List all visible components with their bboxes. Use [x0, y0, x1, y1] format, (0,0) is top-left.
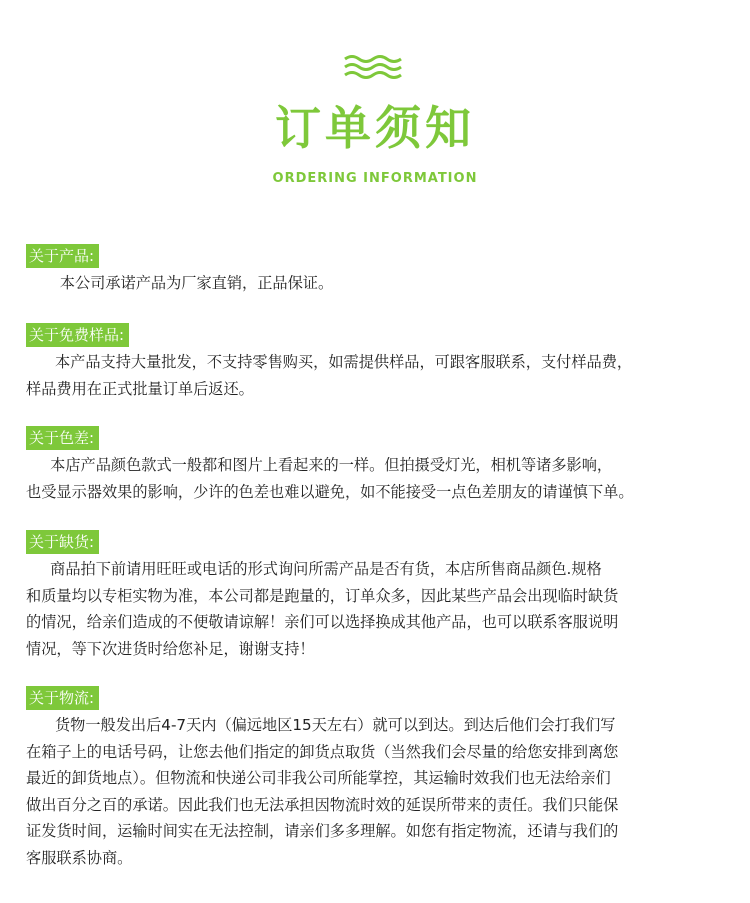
section-text: 货物一般发出后4-7天内（偏远地区15天左右）就可以到达。到达后他们会打我们写 在箱子上的电话号码，让您去他们指定的卸货点取货（当然我们会尽量的给您安排到离您 最近的卸货地点）。但物流和快递公司非我公司所能掌控，其运输时效我们也无法给亲们 做出百分之百的承诺。因此我们也无法承担因物流时效的延误所带来的责任。我们只能保 证发货时间，运输时间实在无法控制，请亲们多多理解。如您有指定物流，还请与我们的 客服联系协商。: [26, 716, 619, 867]
section-tag: 关于物流:: [26, 686, 99, 710]
section-tag: 关于色差:: [26, 426, 99, 450]
page-subtitle: ORDERING INFORMATION: [272, 171, 478, 186]
section-text: 商品拍下前请用旺旺或电话的形式询问所需产品是否有货，本店所售商品颜色.规格 和质量均以专柜实物为准，本公司都是跑量的，订单众多，因此某些产品会出现临时缺货 的情况，给亲们造成的不便敬请谅解！亲们可以选择换成其他产品，也可以联系客服说明 情况，等下次进货时给您补足，谢谢支持！: [26, 560, 619, 658]
section-tag: 关于免费样品:: [26, 323, 129, 347]
waves-icon: [343, 54, 405, 80]
section-tag: 关于产品:: [26, 244, 99, 268]
section-tag: 关于缺货:: [26, 530, 99, 554]
section-product: [26, 244, 736, 297]
page-title: 订单须知: [275, 101, 475, 155]
section-color-difference: [26, 426, 736, 505]
section-text: 本产品支持大量批发，不支持零售购买，如需提供样品，可跟客服联系，支付样品费， 样品费用在正式批量订单后返还。: [26, 353, 633, 398]
section-free-sample: [26, 323, 736, 402]
section-out-of-stock: [26, 530, 736, 662]
section-logistics: [26, 686, 736, 871]
section-text: 本店产品颜色款式一般都和图片上看起来的一样。但拍摄受灯光，相机等诸多影响， 也受显示器效果的影响，少许的色差也难以避免，如不能接受一点色差朋友的请谨慎下单。: [26, 456, 634, 501]
section-text: 本公司承诺产品为厂家直销，正品保证。: [26, 274, 334, 292]
